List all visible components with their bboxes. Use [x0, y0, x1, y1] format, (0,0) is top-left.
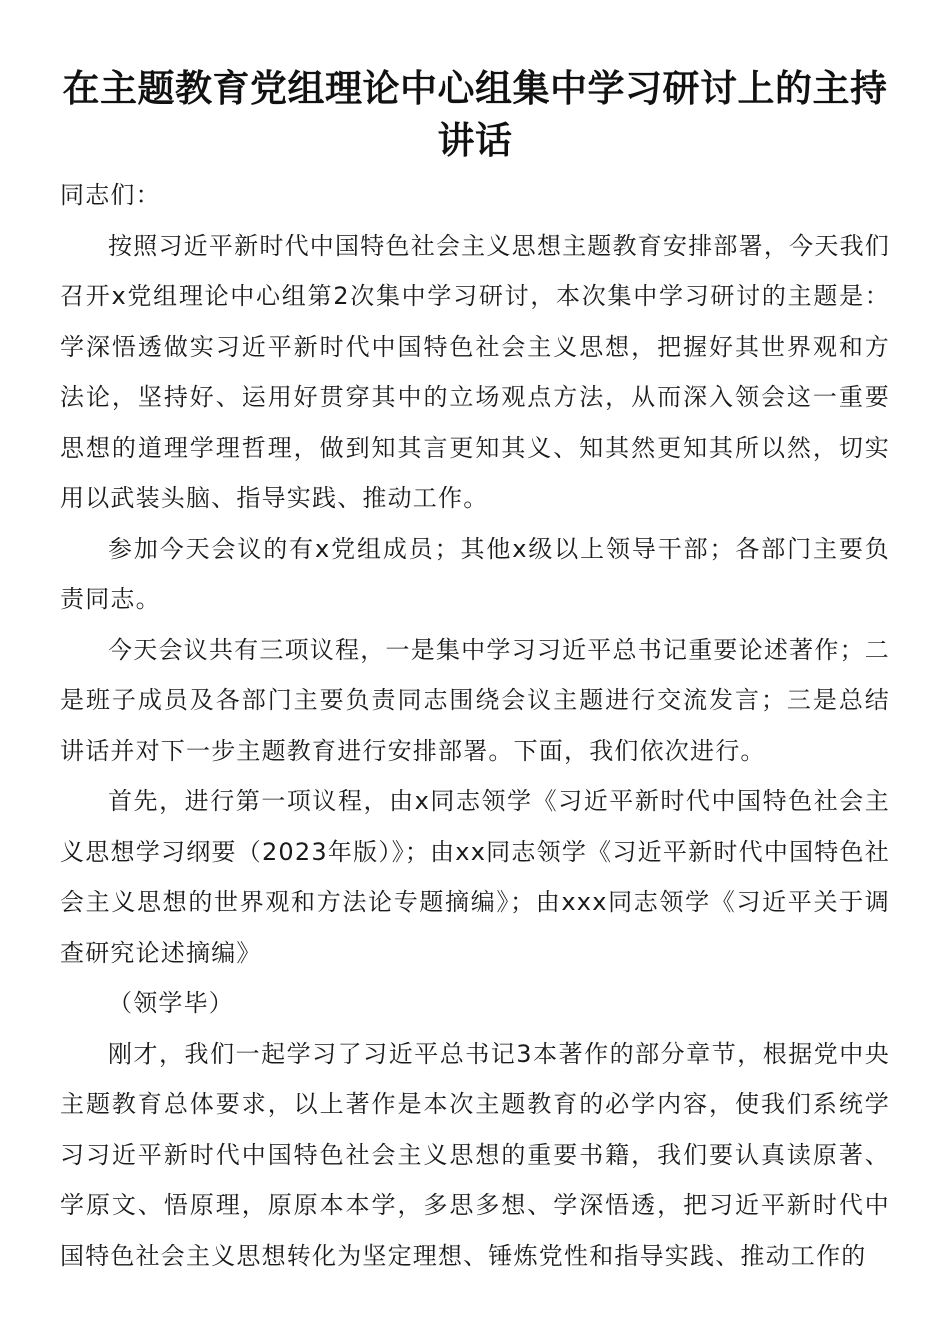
paragraph-attendees: 参加今天会议的有x党组成员；其他x级以上领导干部；各部门主要负责同志。 [60, 534, 890, 613]
paragraph-first-item: 首先，进行第一项议程，由x同志领学《习近平新时代中国特色社会主义思想学习纲要（2023年版）》；由xx同志领学《习近平新时代中国特色社会主义思想的世界观和方法论专题摘编》；由xxx同志领学《习近平关于调查研究论述摘编》 [60, 787, 890, 967]
paragraph-summary: 刚才，我们一起学习了习近平总书记3本著作的部分章节，根据党中央主题教育总体要求，以上著作是本次主题教育的必学内容，使我们系统学习习近平新时代中国特色社会主义思想的重要书籍，我们要认真读原著、学原文、悟原理，原原本本学，多思多想、学深悟透，把习近平新时代中国特色社会主义思想转化为坚定理想、锤炼党性和指导实践、推动工作的 [60, 1039, 890, 1270]
salutation: 同志们： [60, 181, 161, 209]
document-body [60, 170, 890, 1281]
paragraph-reading-done: （领学毕） [108, 989, 234, 1017]
document-title: 在主题教育党组理论中心组集中学习研讨上的主持讲话 [62, 66, 888, 162]
paragraph-intro: 按照习近平新时代中国特色社会主义思想主题教育安排部署，今天我们召开x党组理论中心组第2次集中学习研讨，本次集中学习研讨的主题是：学深悟透做实习近平新时代中国特色社会主义思想，把握好其世界观和方法论，坚持好、运用好贯穿其中的立场观点方法，从而深入领会这一重要思想的道理学理哲理，做到知其言更知其义、知其然更知其所以然，切实用以武装头脑、指导实践、推动工作。 [60, 231, 890, 512]
paragraph-agenda: 今天会议共有三项议程，一是集中学习习近平总书记重要论述著作；二是班子成员及各部门主要负责同志围绕会议主题进行交流发言；三是总结讲话并对下一步主题教育进行安排部署。下面，我们依次进行。 [60, 635, 890, 765]
document-page [60, 62, 890, 1281]
